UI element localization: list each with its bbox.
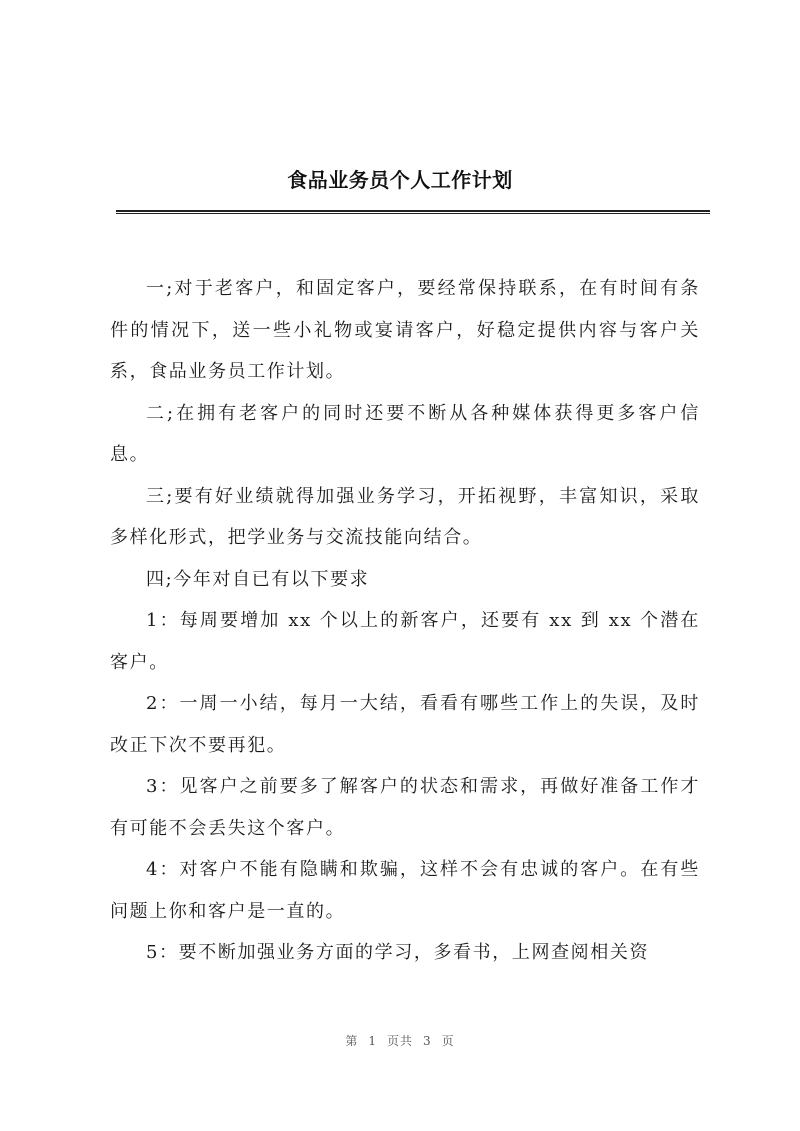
- page-footer: [0, 1032, 800, 1049]
- paragraph: 四;今年对自已有以下要求: [146, 568, 370, 590]
- paragraph: 2：一周一小结，每月一大结，看看有哪些工作上的失误，及时改正下次不要再犯。: [110, 693, 700, 756]
- footer-label-page: 第: [345, 1034, 359, 1048]
- title-divider: [116, 210, 710, 214]
- page-title: 食品业务员个人工作计划: [287, 168, 513, 192]
- paragraph: 一;对于老客户，和固定客户，要经常保持联系，在有时间有条件的情况下，送一些小礼物或宴请客户，好稳定提供内容与客户关系，食品业务员工作计划。: [110, 278, 700, 382]
- footer-total-pages: 3: [423, 1034, 432, 1048]
- footer-label-pages: 页: [441, 1034, 455, 1048]
- paragraph: 3：见客户之前要多了解客户的状态和需求，再做好准备工作才有可能不会丢失这个客户。: [110, 776, 700, 839]
- paragraph: 5：要不断加强业务方面的学习，多看书，上网查阅相关资: [146, 942, 650, 963]
- paragraph: 二;在拥有老客户的同时还要不断从各种媒体获得更多客户信息。: [110, 402, 700, 465]
- paragraph: 三;要有好业绩就得加强业务学习，开拓视野，丰富知识，采取多样化形式，把学业务与交流技能向结合。: [110, 485, 700, 548]
- paragraph: 4：对客户不能有隐瞒和欺骗，这样不会有忠诚的客户。在有些问题上你和客户是一直的。: [110, 859, 700, 922]
- paragraph: 1：每周要增加 xx 个以上的新客户，还要有 xx 到 xx 个潜在客户。: [110, 610, 700, 673]
- footer-label-of: 页共: [386, 1034, 413, 1048]
- document-body: [110, 268, 700, 974]
- footer-current-page: 1: [368, 1034, 377, 1048]
